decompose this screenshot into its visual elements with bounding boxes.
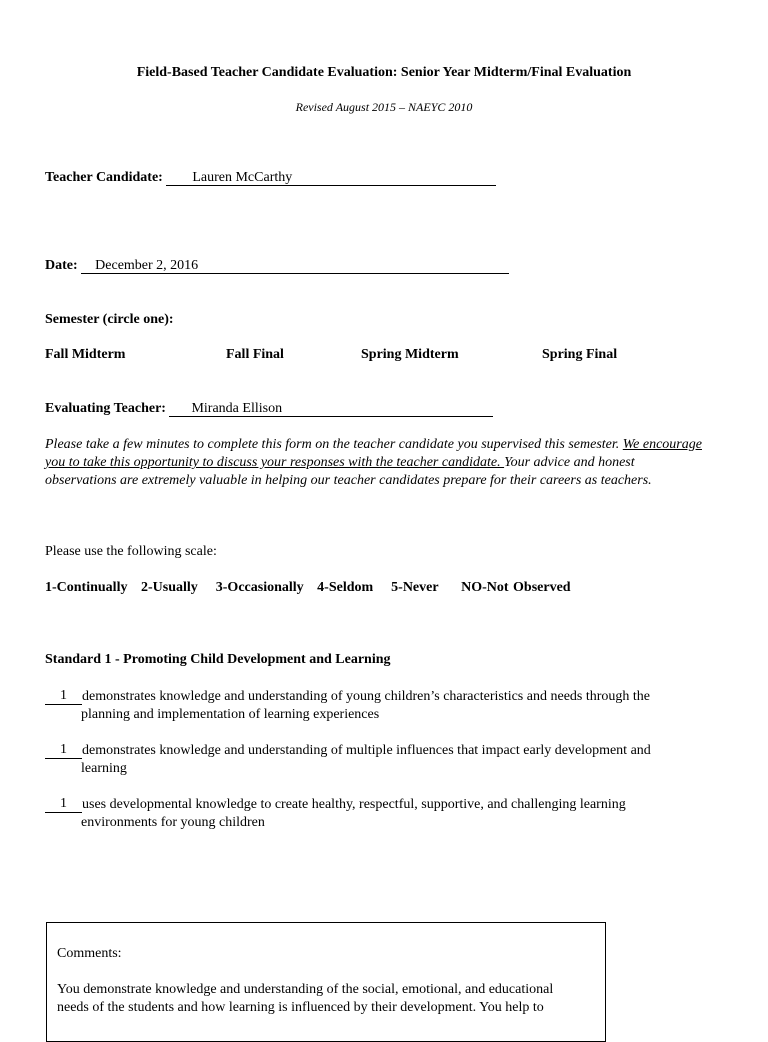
- document-subtitle: Revised August 2015 – NAEYC 2010: [295, 100, 473, 114]
- semester-option-fall-midterm[interactable]: Fall Midterm: [45, 347, 126, 362]
- rating-field[interactable]: 1: [45, 742, 82, 759]
- rating-field[interactable]: 1: [45, 796, 82, 813]
- scale-label: Please use the following scale:: [45, 544, 217, 559]
- teacher-row: [45, 401, 493, 417]
- teacher-label: Evaluating Teacher:: [45, 401, 166, 416]
- standard1-title: Standard 1 - Promoting Child Development and Learning: [45, 652, 391, 667]
- scale-item: 5-Never: [391, 580, 439, 595]
- scale-item: 1-Continually: [45, 580, 128, 595]
- comments-heading: Comments:: [57, 946, 122, 961]
- comments-text-line: You demonstrate knowledge and understanding of the social, emotional, and educational: [57, 982, 554, 997]
- comments-box[interactable]: [46, 922, 606, 1042]
- comments-text-line: needs of the students and how learning is influenced by their development. You help to: [57, 1000, 544, 1015]
- item-text: uses developmental knowledge to create healthy, respectful, supportive, and challenging learning: [82, 797, 626, 812]
- scale-item: 2-Usually: [140, 580, 198, 595]
- item-text: demonstrates knowledge and understanding of multiple influences that impact early development and: [82, 743, 651, 758]
- semester-option-fall-final[interactable]: Fall Final: [226, 347, 284, 362]
- date-field[interactable]: December 2, 2016: [81, 258, 509, 274]
- candidate-row: [45, 170, 496, 186]
- teacher-field[interactable]: Miranda Ellison: [169, 401, 493, 417]
- standard1-item: [45, 796, 705, 832]
- scale-item: 4-Seldom: [317, 580, 374, 595]
- semester-option-spring-midterm[interactable]: Spring Midterm: [361, 347, 459, 362]
- scale-legend: [45, 580, 571, 596]
- item-text-continued: planning and implementation of learning experiences: [81, 707, 380, 722]
- standard1-item: [45, 742, 705, 778]
- semester-label: Semester (circle one):: [45, 312, 174, 327]
- candidate-field[interactable]: Lauren McCarthy: [166, 170, 496, 186]
- date-label: Date:: [45, 258, 78, 273]
- intro-paragraph: [45, 436, 705, 490]
- scale-item: 3-Occasionally: [215, 580, 304, 595]
- standard1-item: [45, 688, 705, 724]
- semester-option-spring-final[interactable]: Spring Final: [542, 347, 618, 362]
- item-text-continued: learning: [81, 761, 127, 776]
- candidate-label: Teacher Candidate:: [45, 170, 163, 185]
- item-text-continued: environments for young children: [81, 815, 265, 830]
- scale-item: NO-Not Observed: [461, 580, 571, 595]
- date-row: [45, 258, 509, 274]
- document-title: Field-Based Teacher Candidate Evaluation: Senior Year Midterm/Final Evaluation: [136, 65, 632, 80]
- intro-text-2: Your advice and honest observations are extremely valuable in helping our teacher candidates prepare for their careers as teachers.: [45, 455, 652, 488]
- intro-text-underlined: We encourage you to take this opportunity to discuss your responses with the teacher candidate.: [45, 437, 702, 470]
- rating-field[interactable]: 1: [45, 688, 82, 705]
- intro-text-1: Please take a few minutes to complete this form on the teacher candidate you supervised this semester.: [45, 437, 623, 452]
- item-text: demonstrates knowledge and understanding of young children’s characteristics and needs through the: [82, 689, 651, 704]
